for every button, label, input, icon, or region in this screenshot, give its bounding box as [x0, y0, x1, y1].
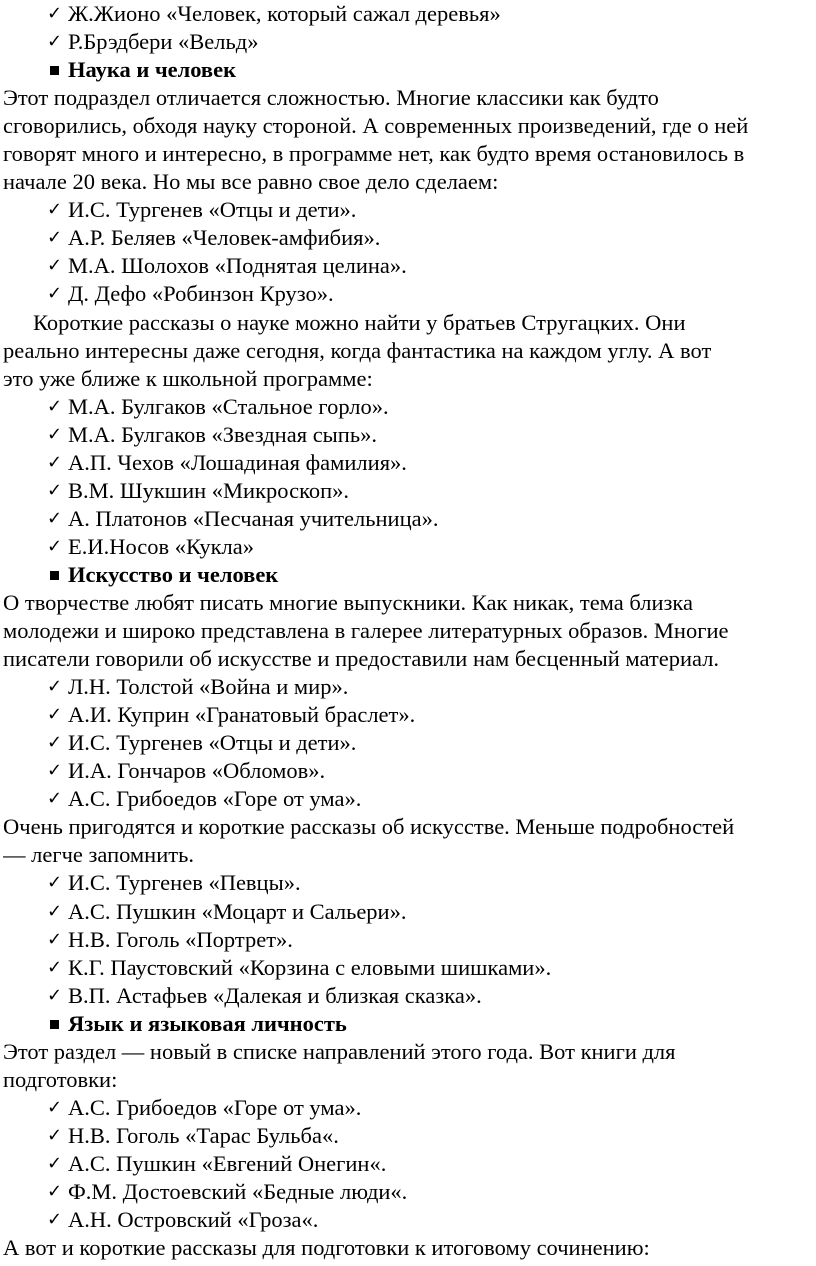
paragraph-line: это уже ближе к школьной программе:	[3, 365, 373, 391]
check-icon: ✓	[47, 1152, 63, 1174]
list-item: ✓ Е.И.Носов «Кукла»	[3, 533, 816, 561]
check-icon: ✓	[47, 423, 63, 445]
list-item: ✓ Ф.М. Достоевский «Бедные люди«.	[3, 1178, 816, 1206]
paragraph-line: говорят много и интересно, в программе нет, как будто время остановилось в	[3, 141, 745, 167]
list-item: ✓ К.Г. Паустовский «Корзина с еловыми шишками».	[3, 954, 816, 982]
paragraph-line: подготовки:	[3, 1066, 118, 1092]
paragraph-line: О творчестве любят писать многие выпускники. Как никак, тема близка	[3, 589, 693, 615]
check-icon: ✓	[47, 451, 63, 473]
list-item: ✓ Л.Н. Толстой «Война и мир».	[3, 673, 816, 701]
check-icon: ✓	[47, 1096, 63, 1118]
square-bullet-icon	[50, 571, 59, 580]
check-icon: ✓	[47, 704, 63, 726]
check-icon: ✓	[47, 1180, 63, 1202]
check-icon: ✓	[47, 1209, 63, 1231]
check-icon: ✓	[47, 535, 63, 557]
check-icon: ✓	[47, 255, 63, 277]
check-icon: ✓	[47, 31, 63, 53]
list-item: ✓ А. Платонов «Песчаная учительница».	[3, 505, 816, 533]
section-heading: Язык и языковая личность	[3, 1010, 816, 1038]
paragraph-line: молодежи и широко представлена в галерее литературных образов. Многие	[3, 618, 729, 644]
list-item: ✓ А.С. Грибоедов «Горе от ума».	[3, 1094, 816, 1122]
list-item: ✓ И.С. Тургенев «Отцы и дети».	[3, 729, 816, 757]
list-item: ✓ И.С. Тургенев «Отцы и дети».	[3, 196, 816, 224]
list-item: ✓ Н.В. Гоголь «Портрет».	[3, 926, 816, 954]
list-item: ✓ А.С. Пушкин «Моцарт и Сальери».	[3, 898, 816, 926]
list-item: ✓ Н.В. Гоголь «Тарас Бульба«.	[3, 1122, 816, 1150]
paragraph-line: Короткие рассказы о науке можно найти у братьев Стругацких. Они	[33, 309, 686, 335]
check-icon: ✓	[47, 227, 63, 249]
paragraph-line: — легче запомнить.	[3, 842, 194, 868]
list-item: ✓ В.П. Астафьев «Далекая и близкая сказка».	[3, 982, 816, 1010]
paragraph-line: начале 20 века. Но мы все равно свое дело сделаем:	[3, 169, 499, 195]
check-icon: ✓	[47, 199, 63, 221]
list-item: ✓ И.С. Тургенев «Певцы».	[3, 869, 816, 897]
check-icon: ✓	[47, 395, 63, 417]
list-item: ✓ Р.Брэдбери «Вельд»	[3, 28, 816, 56]
list-item: ✓ А.Н. Островский «Гроза«.	[3, 1206, 816, 1234]
check-icon: ✓	[47, 1124, 63, 1146]
list-item: ✓ Д. Дефо «Робинзон Крузо».	[3, 280, 816, 308]
check-icon: ✓	[47, 283, 63, 305]
list-item: ✓ А.П. Чехов «Лошадиная фамилия».	[3, 449, 816, 477]
list-item: ✓ М.А. Булгаков «Стальное горло».	[3, 393, 816, 421]
section-heading: Искусство и человек	[3, 561, 816, 589]
check-icon: ✓	[47, 479, 63, 501]
list-item: ✓ В.М. Шукшин «Микроскоп».	[3, 477, 816, 505]
check-icon: ✓	[47, 760, 63, 782]
list-item: ✓ А.Р. Беляев «Человек-амфибия».	[3, 224, 816, 252]
list-item: ✓ М.А. Булгаков «Звездная сыпь».	[3, 421, 816, 449]
paragraph-line: сговорились, обходя науку стороной. А современных произведений, где о ней	[3, 113, 749, 139]
paragraph-line: Этот подраздел отличается сложностью. Многие классики как будто	[3, 85, 659, 111]
check-icon: ✓	[47, 507, 63, 529]
check-icon: ✓	[47, 3, 63, 24]
paragraph-line: Этот раздел — новый в списке направлений этого года. Вот книги для	[3, 1038, 676, 1064]
check-icon: ✓	[47, 732, 63, 754]
paragraph-line: Очень пригодятся и короткие рассказы об искусстве. Меньше подробностей	[3, 814, 735, 840]
square-bullet-icon	[50, 66, 59, 75]
check-icon: ✓	[47, 872, 63, 894]
paragraph-line: А вот и короткие рассказы для подготовки к итоговому сочинению:	[3, 1235, 650, 1261]
paragraph-line: реально интересны даже сегодня, когда фантастика на каждом углу. А вот	[3, 337, 712, 363]
list-item: ✓ А.С. Грибоедов «Горе от ума».	[3, 785, 816, 813]
list-item: ✓ И.А. Гончаров «Обломов».	[3, 757, 816, 785]
square-bullet-icon	[50, 1020, 59, 1029]
check-icon: ✓	[47, 956, 63, 978]
check-icon: ✓	[47, 788, 63, 810]
check-icon: ✓	[47, 900, 63, 922]
check-icon: ✓	[47, 928, 63, 950]
list-item: ✓ Ж.Жионо «Человек, который сажал деревья»	[3, 0, 816, 28]
list-item: ✓ А.С. Пушкин «Евгений Онегин«.	[3, 1150, 816, 1178]
section-heading: Наука и человек	[3, 56, 816, 84]
check-icon: ✓	[47, 984, 63, 1006]
list-item: ✓ М.А. Шолохов «Поднятая целина».	[3, 252, 816, 280]
paragraph-line: писатели говорили об искусстве и предоставили нам бесценный материал.	[3, 646, 720, 672]
list-item: ✓ А.И. Куприн «Гранатовый браслет».	[3, 701, 816, 729]
check-icon: ✓	[47, 676, 63, 698]
